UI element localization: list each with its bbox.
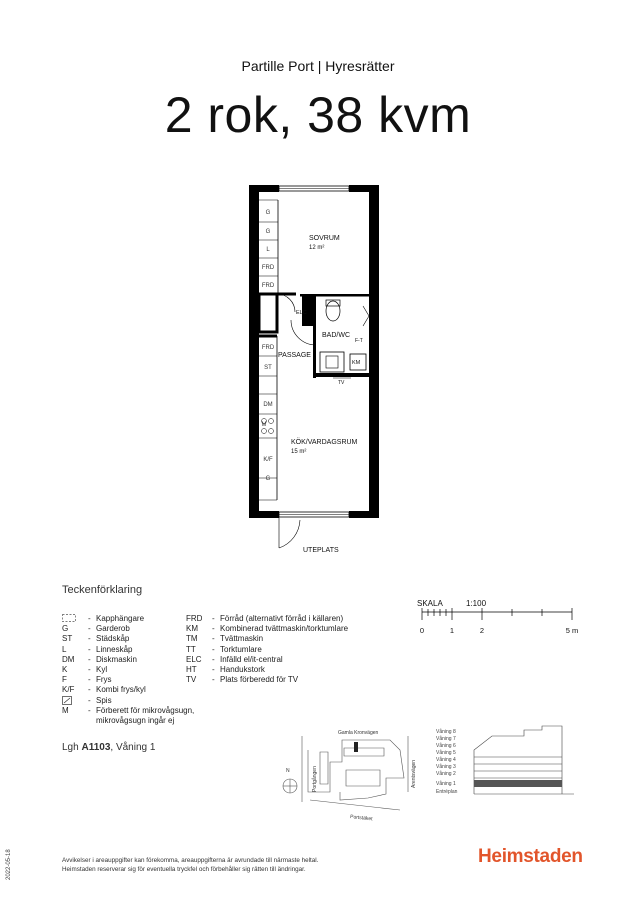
legend-dash: - xyxy=(212,634,215,644)
legend-code: TM xyxy=(186,634,198,644)
legend-code: ELC xyxy=(186,654,202,664)
stove-icon xyxy=(62,696,72,705)
floor-label: Våning 3 xyxy=(436,764,456,770)
km-label: KM xyxy=(352,360,361,366)
legend-code: G xyxy=(62,624,69,634)
legend-desc: Tvättmaskin xyxy=(220,634,264,644)
legend-desc: Handukstork xyxy=(220,665,265,674)
wall-label-g: G xyxy=(265,210,271,216)
legend-code: F xyxy=(62,675,67,685)
legend-dash: - xyxy=(212,665,215,674)
wall-label-frd: FRD xyxy=(261,345,275,351)
legend-dash: - xyxy=(88,654,91,664)
wall-label-kf: K/F xyxy=(263,457,273,463)
legend-desc: Förråd (alternativt förråd i källaren) xyxy=(220,614,344,623)
elc-label: ELC xyxy=(296,310,307,316)
room-label-bath: BAD/WC xyxy=(322,332,350,339)
floor-elevation xyxy=(434,724,574,804)
legend-desc: Kombinerad tvättmaskin/torktumlare xyxy=(220,624,349,634)
legend-dash: - xyxy=(88,705,91,715)
disclaimer-line: Heimstaden reserverar sig för eventuella tryckfel och förbehåller sig rätten till ändringar. xyxy=(62,866,306,873)
room-area-kitchen: 15 m² xyxy=(291,449,307,455)
legend-code: K/F xyxy=(62,685,75,695)
apartment-number: A1103 xyxy=(81,742,111,753)
legend-desc: Linneskåp xyxy=(96,644,133,654)
apartment-label: Lgh A1103, Våning 1 xyxy=(62,742,156,753)
room-label-kitchen: KÖK/VARDAGSRUM xyxy=(291,439,358,446)
legend-desc: Spis xyxy=(96,695,112,705)
scale-tick-2: 2 xyxy=(479,626,485,635)
floor-label-current: Våning 1 xyxy=(436,781,456,787)
legend-dash: - xyxy=(212,614,215,623)
scale-tick-0: 0 xyxy=(419,626,425,635)
wall-label-frd: FRD xyxy=(261,283,275,289)
legend-desc: Kyl xyxy=(96,665,108,674)
legend-dash: - xyxy=(212,624,215,634)
heimstaden-logo: Heimstaden xyxy=(478,846,583,867)
disclaimer xyxy=(62,856,392,874)
legend-dash: - xyxy=(88,695,91,705)
floor-label: Våning 8 xyxy=(436,729,456,735)
north-label: N xyxy=(286,768,290,774)
room-area-bedroom: 12 m² xyxy=(309,245,325,251)
legend-dash: - xyxy=(212,675,215,685)
legend-dash: - xyxy=(88,624,91,634)
legend-dash: - xyxy=(212,644,215,654)
street-right: Arentsvägen xyxy=(411,759,417,788)
legend-dash: - xyxy=(88,685,91,695)
apartment-prefix: Lgh xyxy=(62,742,79,753)
uteplats-label: UTEPLATS xyxy=(303,547,339,554)
legend-dash: - xyxy=(88,675,91,685)
legend-dash: - xyxy=(88,665,91,674)
street-bottom: Portstäket xyxy=(349,814,373,823)
legend-desc: Frys xyxy=(96,675,112,685)
scale-tick-5: 5 m xyxy=(565,626,579,635)
legend-code: M xyxy=(62,705,69,715)
room-label-passage: PASSAGE xyxy=(278,352,311,359)
legend-dash: - xyxy=(212,654,215,664)
scale-bar xyxy=(412,608,582,640)
scale-ratio: 1:100 xyxy=(466,599,487,608)
legend-desc: Förberett för mikrovågsugn, xyxy=(96,705,195,715)
street-top: Gamla Kronvägen xyxy=(338,730,379,736)
legend-desc: Kombi frys/kyl xyxy=(96,685,146,695)
ft-label: F-T xyxy=(355,338,363,344)
legend-desc: mikrovågsugn ingår ej xyxy=(96,716,175,725)
legend-desc: Torktumlare xyxy=(220,644,262,654)
legend-desc: Plats förberedd för TV xyxy=(220,675,299,685)
legend-code: FRD xyxy=(186,614,203,623)
floor-label: Våning 5 xyxy=(436,750,456,756)
scale-label: SKALA xyxy=(417,599,443,608)
legend-dash: - xyxy=(88,644,91,654)
room-label-bedroom: SOVRUM xyxy=(309,235,340,242)
legend-code: L xyxy=(62,644,67,654)
floor-label: Våning 6 xyxy=(436,743,456,749)
legend-desc: Diskmaskin xyxy=(96,654,137,664)
legend-code: ST xyxy=(62,634,73,644)
legend-title: Teckenförklaring xyxy=(62,584,143,596)
coat-hanger-icon xyxy=(62,614,76,622)
floor-label: Våning 7 xyxy=(436,736,456,742)
wall-label-l: L xyxy=(266,247,270,253)
legend-desc: Garderob xyxy=(96,624,130,634)
legend-desc: Städskåp xyxy=(96,634,130,644)
wall-label-g: G xyxy=(265,229,271,235)
site-plan xyxy=(280,722,420,830)
disclaimer-line: Avvikelser i areauppgifter kan förekomma, areauppgifterna är avrundade till närmaste heltal. xyxy=(62,857,319,864)
wall-label-m: M xyxy=(261,422,267,428)
wall-label-g: G xyxy=(265,476,271,482)
floor-label: Våning 4 xyxy=(436,757,456,763)
page-title: 2 rok, 38 kvm xyxy=(164,87,472,143)
legend-desc: Kapphängare xyxy=(96,614,145,623)
legend-code: TT xyxy=(186,644,196,654)
wall-label-st: ST xyxy=(264,365,272,371)
legend-desc: Infälld el/it-central xyxy=(220,654,283,664)
legend-code: K xyxy=(62,665,68,674)
wall-label-frd: FRD xyxy=(261,265,275,271)
street-left: Portgången xyxy=(312,766,318,792)
apartment-floor: Våning 1 xyxy=(115,742,156,753)
floor-label: Entréplan xyxy=(436,789,458,795)
page-subtitle: Partille Port | Hyresrätter xyxy=(241,58,395,74)
tv-label: TV xyxy=(338,380,345,386)
legend-code: DM xyxy=(62,654,75,664)
legend-dash: - xyxy=(88,614,91,623)
wall-label-dm: DM xyxy=(263,402,273,408)
legend-dash: - xyxy=(88,634,91,644)
legend-code: KM xyxy=(186,624,198,634)
print-date: 2022-05-18 xyxy=(6,849,12,880)
floor-label: Våning 2 xyxy=(436,771,456,777)
legend-code: HT xyxy=(186,665,197,674)
scale-tick-1: 1 xyxy=(449,626,455,635)
legend-code: TV xyxy=(186,675,197,685)
